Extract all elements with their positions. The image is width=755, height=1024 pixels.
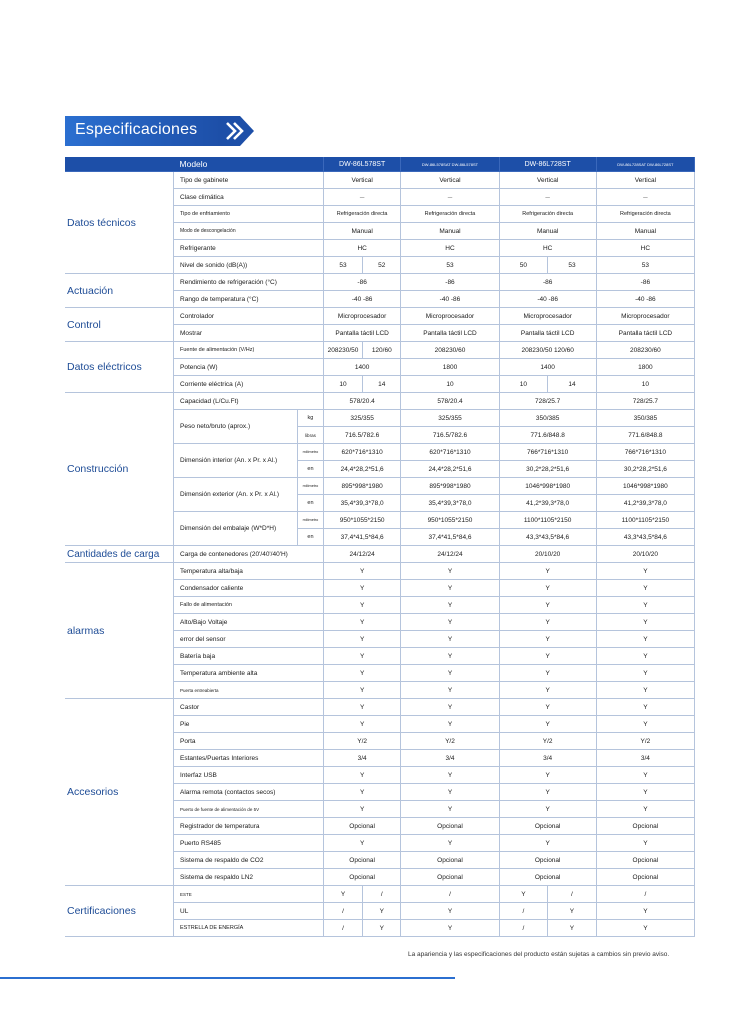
cell-value: 1400 <box>323 359 401 376</box>
row-label: Condensador caliente <box>174 580 324 597</box>
table-row <box>65 546 695 563</box>
row-label: Interfaz USB <box>174 767 324 784</box>
cell-value: -86 <box>401 274 499 291</box>
cell-value: Y <box>499 614 596 631</box>
cell-value: 50 <box>499 257 548 274</box>
cell-value: 43,3*43,5*84,6 <box>596 529 694 546</box>
row-label: Nivel de sonido (dB(A)) <box>174 257 324 274</box>
cell-value: 52 <box>363 257 401 274</box>
unit-label: libras <box>298 427 324 444</box>
cell-value: 1046*998*1980 <box>499 478 596 495</box>
row-label: Refrigerante <box>174 240 324 257</box>
cell-value: Y <box>596 784 694 801</box>
cell-value: Y <box>401 648 499 665</box>
cell-value: 1800 <box>401 359 499 376</box>
cell-value: Y <box>596 699 694 716</box>
model-name: DW-86L728ST <box>499 157 596 172</box>
table-row <box>65 308 695 325</box>
cell-value: 950*1055*2150 <box>323 512 401 529</box>
table-row <box>65 699 695 716</box>
cell-value: Y <box>499 767 596 784</box>
row-label: Registrador de temperatura <box>174 818 324 835</box>
cell-value: 766*716*1310 <box>596 444 694 461</box>
cell-value: Y <box>401 716 499 733</box>
cell-value: 716.5/782.6 <box>323 427 401 444</box>
model-name: DW-86L578ST <box>323 157 401 172</box>
cell-value: — <box>323 189 401 206</box>
cell-value: Opcional <box>596 852 694 869</box>
cell-value: 3/4 <box>323 750 401 767</box>
cell-value: Y <box>323 699 401 716</box>
cell-value: 1100*1105*2150 <box>499 512 596 529</box>
cell-value: Y <box>323 801 401 818</box>
row-label: Dimensión exterior (An. x Pr. x Al.) <box>174 478 298 512</box>
unit-label: en <box>298 495 324 512</box>
cell-value: Y <box>499 699 596 716</box>
cell-value: / <box>323 920 362 937</box>
cell-value: Y <box>323 614 401 631</box>
row-label: Rango de temperatura (°C) <box>174 291 324 308</box>
cell-value: Refrigeración directa <box>323 206 401 223</box>
cell-value: Y <box>596 767 694 784</box>
cell-value: 10 <box>499 376 548 393</box>
cell-value: 578/20.4 <box>323 393 401 410</box>
row-label: Dimensión del embalaje (W*D*H) <box>174 512 298 546</box>
cell-value: Y <box>401 580 499 597</box>
cell-value: HC <box>499 240 596 257</box>
cell-value: Y/2 <box>401 733 499 750</box>
row-label: error del sensor <box>174 631 324 648</box>
cell-value: — <box>401 189 499 206</box>
cell-value: 3/4 <box>596 750 694 767</box>
cell-value: 3/4 <box>499 750 596 767</box>
cell-value: Y <box>596 631 694 648</box>
cell-value: / <box>499 920 548 937</box>
row-label: ESTRELLA DE ENERGÍA <box>174 920 324 937</box>
row-label: Temperatura alta/baja <box>174 563 324 580</box>
unit-label: kg <box>298 410 324 427</box>
category-label: Construcción <box>65 393 174 546</box>
cell-value: Y <box>323 665 401 682</box>
cell-value: 208230/50 120/60 <box>499 342 596 359</box>
cell-value: 37,4*41,5*84,6 <box>401 529 499 546</box>
cell-value: Opcional <box>499 818 596 835</box>
row-label: Corriente eléctrica (A) <box>174 376 324 393</box>
cell-value: 41,2*39,3*78,0 <box>499 495 596 512</box>
page-title: Especificaciones <box>75 121 198 138</box>
row-label: Pie <box>174 716 324 733</box>
cell-value: Y <box>596 563 694 580</box>
cell-value: Y <box>401 784 499 801</box>
cell-value: Y <box>499 835 596 852</box>
cell-value: Vertical <box>401 172 499 189</box>
cell-value: Refrigeración directa <box>596 206 694 223</box>
row-label: Alto/Bajo Voltaje <box>174 614 324 631</box>
cell-value: Y/2 <box>323 733 401 750</box>
cell-value: Y <box>401 682 499 699</box>
cell-value: Y/2 <box>596 733 694 750</box>
cell-value: Pantalla táctil LCD <box>499 325 596 342</box>
row-label: Puerta entreabierta <box>174 682 324 699</box>
cell-value: Y <box>596 903 694 920</box>
cell-value: Y <box>401 563 499 580</box>
cell-value: Opcional <box>323 852 401 869</box>
cell-value: Y <box>323 597 401 614</box>
cell-value: Y <box>401 903 499 920</box>
cell-value: Microprocesador <box>323 308 401 325</box>
cell-value: Y <box>499 682 596 699</box>
row-label: Controlador <box>174 308 324 325</box>
cell-value: Manual <box>596 223 694 240</box>
cell-value: — <box>499 189 596 206</box>
cell-value: 728/25.7 <box>499 393 596 410</box>
cell-value: Y <box>323 886 362 903</box>
cell-value: Y/2 <box>499 733 596 750</box>
cell-value: Y <box>596 614 694 631</box>
cell-value: Y <box>363 920 401 937</box>
cell-value: Y <box>401 665 499 682</box>
category-label: Certificaciones <box>65 886 174 937</box>
cell-value: Y <box>401 835 499 852</box>
row-label: Sistema de respaldo LN2 <box>174 869 324 886</box>
row-label: Capacidad (L/Cu.Ft) <box>174 393 324 410</box>
cell-value: Y <box>499 886 548 903</box>
cell-value: Y <box>596 580 694 597</box>
table-row <box>65 563 695 580</box>
cell-value: Y <box>401 631 499 648</box>
cell-value: 35,4*39,3*78,0 <box>401 495 499 512</box>
unit-label: en <box>298 461 324 478</box>
cell-value: Microprocesador <box>401 308 499 325</box>
cell-value: Opcional <box>499 852 596 869</box>
category-label: Datos técnicos <box>65 172 174 274</box>
unit-label: milímetro <box>298 444 324 461</box>
row-label: Sistema de respaldo de CO2 <box>174 852 324 869</box>
cell-value: Y <box>323 716 401 733</box>
cell-value: / <box>363 886 401 903</box>
row-label: Rendimiento de refrigeración (°C) <box>174 274 324 291</box>
cell-value: 53 <box>323 257 362 274</box>
cell-value: Manual <box>323 223 401 240</box>
cell-value: 325/355 <box>323 410 401 427</box>
cell-value: Vertical <box>323 172 401 189</box>
row-label: Batería baja <box>174 648 324 665</box>
cell-value: 766*716*1310 <box>499 444 596 461</box>
cell-value: Y <box>596 801 694 818</box>
row-label: Estantes/Puertas Interiores <box>174 750 324 767</box>
category-label: Datos eléctricos <box>65 342 174 393</box>
table-row <box>65 393 695 410</box>
model-header-row <box>65 157 695 172</box>
cell-value: Y <box>499 801 596 818</box>
cell-value: Opcional <box>323 818 401 835</box>
cell-value: / <box>323 903 362 920</box>
row-label: Tipo de gabinete <box>174 172 324 189</box>
cell-value: Y <box>499 597 596 614</box>
chevron-right-icon <box>218 116 254 146</box>
cell-value: 3/4 <box>401 750 499 767</box>
cell-value: Opcional <box>323 869 401 886</box>
row-label: Dimensión interior (An. x Pr. x Al.) <box>174 444 298 478</box>
cell-value: Y <box>401 767 499 784</box>
cell-value: Y <box>596 682 694 699</box>
cell-value: 716.5/782.6 <box>401 427 499 444</box>
row-label: Puerto RS485 <box>174 835 324 852</box>
cell-value: Opcional <box>596 818 694 835</box>
row-label: Carga de contenedores (20'/40'/40'H) <box>174 546 324 563</box>
cell-value: Y <box>499 631 596 648</box>
cell-value: 771.6/848.8 <box>499 427 596 444</box>
cell-value: 1800 <box>596 359 694 376</box>
unit-label: milímetro <box>298 512 324 529</box>
disclaimer-footnote: La apariencia y las especificaciones del producto están sujetas a cambios sin previo aviso. <box>408 951 670 958</box>
row-label: Fuente de alimentación (V/Hz) <box>174 342 324 359</box>
cell-value: Y <box>401 699 499 716</box>
row-label: Puerto de fuente de alimentación de 5V <box>174 801 324 818</box>
cell-value: -86 <box>323 274 401 291</box>
cell-value: HC <box>323 240 401 257</box>
table-row <box>65 274 695 291</box>
cell-value: Y <box>596 716 694 733</box>
cell-value: Y <box>323 580 401 597</box>
cell-value: Y <box>548 903 597 920</box>
row-label: Potencia (W) <box>174 359 324 376</box>
row-label: Porta <box>174 733 324 750</box>
cell-value: 350/385 <box>499 410 596 427</box>
cell-value: 24,4*28,2*51,6 <box>401 461 499 478</box>
cell-value: 20/10/20 <box>499 546 596 563</box>
cell-value: Y <box>323 563 401 580</box>
cell-value: Y <box>596 648 694 665</box>
row-label: ESTE <box>174 886 324 903</box>
cell-value: Microprocesador <box>499 308 596 325</box>
cell-value: Y <box>323 682 401 699</box>
cell-value: — <box>596 189 694 206</box>
cell-value: 24/12/24 <box>323 546 401 563</box>
cell-value: 578/20.4 <box>401 393 499 410</box>
cell-value: 14 <box>548 376 597 393</box>
cell-value: -40 -86 <box>401 291 499 308</box>
table-row <box>65 172 695 189</box>
cell-value: 208230/50 <box>323 342 362 359</box>
cell-value: Y <box>401 614 499 631</box>
cell-value: 895*998*1980 <box>323 478 401 495</box>
cell-value: 30,2*28,2*51,6 <box>499 461 596 478</box>
cell-value: 728/25.7 <box>596 393 694 410</box>
cell-value: 620*716*1310 <box>323 444 401 461</box>
category-label: Control <box>65 308 174 342</box>
row-label: Modo de descongelación <box>174 223 324 240</box>
cell-value: 350/385 <box>596 410 694 427</box>
cell-value: Y <box>596 835 694 852</box>
cell-value: Y <box>596 597 694 614</box>
cell-value: 620*716*1310 <box>401 444 499 461</box>
cell-value: 24/12/24 <box>401 546 499 563</box>
model-label: Modelo <box>174 157 324 172</box>
cell-value: 14 <box>363 376 401 393</box>
cell-value: 208230/60 <box>401 342 499 359</box>
cell-value: HC <box>401 240 499 257</box>
cell-value: Y <box>499 580 596 597</box>
cell-value: Opcional <box>401 852 499 869</box>
cell-value: Y <box>363 903 401 920</box>
category-label: alarmas <box>65 563 174 699</box>
cell-value: / <box>548 886 597 903</box>
cell-value: Y <box>499 563 596 580</box>
footer-divider <box>0 977 455 979</box>
cell-value: / <box>401 886 499 903</box>
cell-value: Pantalla táctil LCD <box>401 325 499 342</box>
cell-value: Y <box>323 767 401 784</box>
cell-value: 30,2*28,2*51,6 <box>596 461 694 478</box>
model-name: DW-86L578SAT DW-86L578ST <box>401 157 499 172</box>
category-label: Accesorios <box>65 699 174 886</box>
cell-value: 37,4*41,5*84,6 <box>323 529 401 546</box>
cell-value: Y <box>323 648 401 665</box>
cell-value: 43,3*43,5*84,6 <box>499 529 596 546</box>
category-label: Cantidades de carga <box>65 546 174 563</box>
cell-value: 35,4*39,3*78,0 <box>323 495 401 512</box>
cell-value: 1046*998*1980 <box>596 478 694 495</box>
cell-value: Vertical <box>499 172 596 189</box>
cell-value: Y <box>401 597 499 614</box>
row-label: Clase climática <box>174 189 324 206</box>
cell-value: Opcional <box>401 869 499 886</box>
cell-value: 10 <box>401 376 499 393</box>
model-name: DW-86L728SAT DW-86L728ST <box>596 157 694 172</box>
row-label: Peso neto/bruto (aprox.) <box>174 410 298 444</box>
cell-value: 53 <box>596 257 694 274</box>
cell-value: 53 <box>401 257 499 274</box>
cell-value: Y <box>596 665 694 682</box>
unit-label: en <box>298 529 324 546</box>
cell-value: -40 -86 <box>596 291 694 308</box>
cell-value: Y <box>401 801 499 818</box>
cell-value: -86 <box>596 274 694 291</box>
row-label: UL <box>174 903 324 920</box>
cell-value: Y <box>499 648 596 665</box>
section-title-bar <box>65 116 221 146</box>
cell-value: 10 <box>596 376 694 393</box>
cell-value: 1400 <box>499 359 596 376</box>
cell-value: 120/60 <box>363 342 401 359</box>
cell-value: / <box>596 886 694 903</box>
cell-value: 208230/60 <box>596 342 694 359</box>
specifications-table <box>65 157 695 937</box>
cell-value: -40 -86 <box>499 291 596 308</box>
cell-value: Y <box>499 665 596 682</box>
cell-value: 1100*1105*2150 <box>596 512 694 529</box>
cell-value: Pantalla táctil LCD <box>323 325 401 342</box>
cell-value: Vertical <box>596 172 694 189</box>
cell-value: 10 <box>323 376 362 393</box>
cell-value: -86 <box>499 274 596 291</box>
table-row <box>65 342 695 359</box>
cell-value: Opcional <box>401 818 499 835</box>
cell-value: 895*998*1980 <box>401 478 499 495</box>
cell-value: Y <box>596 920 694 937</box>
cell-value: 20/10/20 <box>596 546 694 563</box>
cell-value: 771.6/848.8 <box>596 427 694 444</box>
cell-value: -40 -86 <box>323 291 401 308</box>
cell-value: Refrigeración directa <box>499 206 596 223</box>
cell-value: 53 <box>548 257 597 274</box>
cell-value: Pantalla táctil LCD <box>596 325 694 342</box>
cell-value: Y <box>499 716 596 733</box>
row-label: Castor <box>174 699 324 716</box>
row-label: Tipo de enfriamiento <box>174 206 324 223</box>
cell-value: Opcional <box>596 869 694 886</box>
cell-value: 325/355 <box>401 410 499 427</box>
cell-value: Refrigeración directa <box>401 206 499 223</box>
cell-value: Opcional <box>499 869 596 886</box>
cell-value: Y <box>323 631 401 648</box>
cell-value: Microprocesador <box>596 308 694 325</box>
row-label: Fallo de alimentación <box>174 597 324 614</box>
row-label: Alarma remota (contactos secos) <box>174 784 324 801</box>
category-label: Actuación <box>65 274 174 308</box>
table-row <box>65 886 695 903</box>
cell-value: Y <box>323 835 401 852</box>
unit-label: milímetro <box>298 478 324 495</box>
cell-value: HC <box>596 240 694 257</box>
cell-value: 950*1055*2150 <box>401 512 499 529</box>
cell-value: 41,2*39,3*78,0 <box>596 495 694 512</box>
cell-value: Manual <box>401 223 499 240</box>
row-label: Temperatura ambiente alta <box>174 665 324 682</box>
cell-value: Y <box>401 920 499 937</box>
cell-value: Y <box>499 784 596 801</box>
cell-value: 24,4*28,2*51,6 <box>323 461 401 478</box>
cell-value: Y <box>548 920 597 937</box>
row-label: Mostrar <box>174 325 324 342</box>
cell-value: / <box>499 903 548 920</box>
cell-value: Y <box>323 784 401 801</box>
cell-value: Manual <box>499 223 596 240</box>
